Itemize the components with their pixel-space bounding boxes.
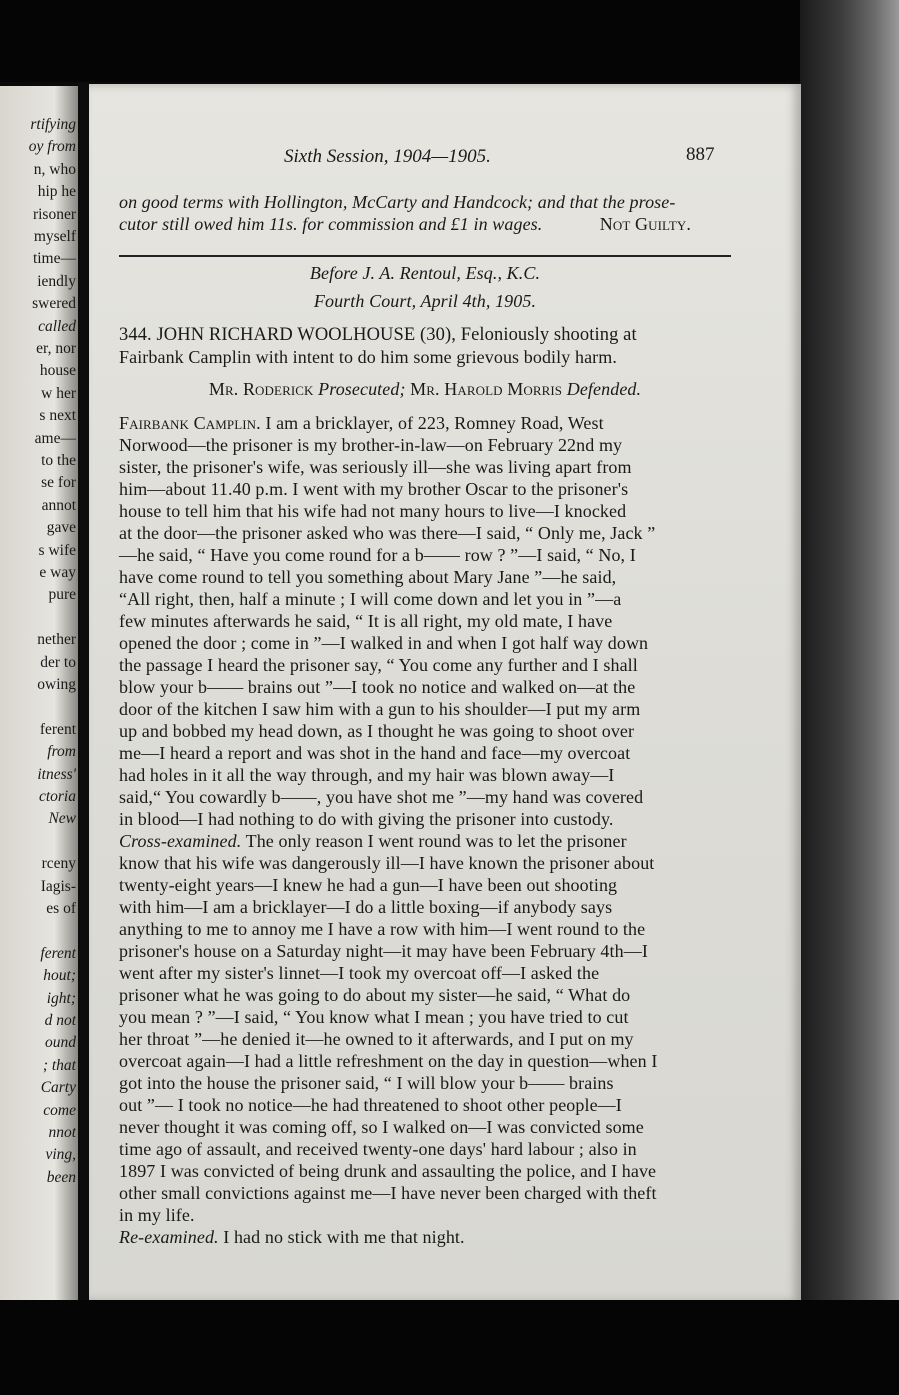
cross-examined-label: Cross-examined. [119,831,242,851]
left-page-fragment: called [38,317,76,335]
re-examined-text: I had no stick with me that night. [218,1227,465,1247]
left-page-fragment: e way [39,564,76,581]
cross-examination-line: twenty-eight years—I knew he had a gun—I have been out shooting [119,875,618,895]
cross-examination-line: out ”— I took no notice—he had threatened to shoot other people—I [119,1095,622,1115]
left-page-fragment: pure [48,586,76,604]
testimony-line: at the door—the prisoner asked who was there—I said, “ Only me, Jack ” [119,523,656,543]
left-page-fragment: ight; [46,989,76,1007]
cross-examination-line: prisoner's house on a Saturday night—it may have been February 4th—I [119,941,648,961]
section-rule [119,255,731,257]
testimony-line: Norwood—the prisoner is my brother-in-law—on February 22nd my [119,435,623,455]
left-page-fragment: ctoria [38,788,76,805]
cross-examination-line: overcoat again—I had a little refreshment on the day in question—when I [119,1051,658,1071]
cross-examination-line: prisoner what he was going to do about my sister—he said, “ What do [119,985,631,1005]
re-examined-label: Re-examined. [119,1227,219,1247]
left-page-fragment: d not [44,1012,76,1029]
cross-first-line [119,830,731,852]
page-number: 887 [686,144,715,165]
testimony-line: blow your b—— brains out ”—I took no notice and walked on—at the [119,677,636,697]
cross-examination-line: got into the house the prisoner said, “ I will blow your b—— brains [119,1073,614,1093]
counsel-line [119,378,731,400]
judge-line: Before J. A. Rentoul, Esq., K.C. [309,263,541,283]
left-page-fragment: ving, [45,1146,76,1164]
left-page-fragment: time— [32,250,76,268]
testimony-line: up and bobbed my head down, as I thought he was going to shoot over [119,721,635,741]
left-page-fragment: rtifying [30,116,76,133]
scan-border-bottom [0,1300,899,1395]
page-887 [89,84,801,1302]
left-page-fragment: Iagis- [40,877,76,895]
left-page-fragment: ferent [39,720,76,738]
testimony-line: opened the door ; come in ”—I walked in and when I got half way down [119,633,649,653]
left-page-fragment: es of [46,900,76,917]
cross-examination-line: her throat ”—he denied it—he owned to it afterwards, and I put on my [119,1029,634,1049]
left-page-fragment: to the [41,452,76,469]
cross-first-text: The only reason I went round was to let the prisoner [241,831,627,851]
left-page-fragment: hout; [43,967,76,985]
left-page-fragment: rceny [41,855,76,873]
verdict: Not Guilty. [599,214,691,234]
left-page-fragment: iendly [37,272,76,290]
cross-examination-line: in my life. [119,1205,195,1225]
left-page-fragment: annot [41,496,76,514]
left-page-fragment: swered [32,295,76,313]
defence-role: Defended. [566,379,642,399]
left-page-fragment: been [46,1168,76,1186]
left-page-fragment: s next [39,407,76,425]
left-page-fragment: myself [33,228,76,245]
running-title: Sixth Session, 1904—1905. [284,146,491,167]
left-page-fragment: Carty [40,1079,76,1097]
left-page-fragment: se for [41,474,76,492]
testimony-line: him—about 11.40 p.m. I went with my brother Oscar to the prisoner's [119,479,629,499]
testimony-first-text: I am a bricklayer, of 223, Romney Road, West [260,413,604,433]
testimony-line: sister, the prisoner's wife, was seriously ill—she was living apart from [119,457,632,477]
left-page-fragment: ound [45,1034,76,1052]
re-examined-line [119,1226,731,1248]
left-page-fragment: w her [41,384,76,402]
left-page-fragment: ; that [42,1056,76,1074]
testimony-line: “All right, then, half a minute ; I will come down and let you in ”—a [119,589,622,609]
testimony-line: few minutes afterwards he said, “ It is all right, my old mate, I have [119,611,613,631]
left-page-fragment: New [48,810,76,828]
cross-examination-line: other small convictions against me—I have never been charged with theft [119,1183,657,1203]
left-page-fragment: itness' [37,765,76,783]
prior-case-line-1: on good terms with Hollington, McCarty and Handcock; and that the prose- [119,192,676,212]
running-header [89,146,801,172]
left-page-fragment: hip he [37,183,76,201]
scan-border-top [0,0,899,82]
testimony-line: —he said, “ Have you come round for a b—— row ? ”—I said, “ No, I [119,545,636,565]
left-page-fragment: nether [37,631,76,649]
testimony-line: me—I heard a report and was shot in the hand and face—my overcoat [119,743,631,763]
left-page-fragment: from [47,743,76,761]
testimony-line: in blood—I had nothing to do with giving the prisoner into custody. [119,809,614,829]
cross-examination-line: never thought it was coming off, so I walked on—I was convicted some [119,1117,644,1137]
court-date-line: Fourth Court, April 4th, 1905. [313,291,537,311]
testimony-line: had holes in it all the way through, and my hair was blown away—I [119,765,615,785]
testimony-line: door of the kitchen I saw him with a gun to his shoulder—I put my arm [119,699,641,719]
cross-examination-line: anything to me to annoy me I have a row with him—I went round to the [119,919,646,939]
defence-counsel: Mr. Harold Morris [410,379,563,399]
left-page-fragment: n, who [33,160,76,178]
left-page-fragment: ame— [34,429,76,447]
left-page-fragment: nnot [48,1124,76,1141]
left-page-fragment: risoner [32,205,76,223]
left-page-fragment: der to [40,653,76,671]
left-page-fragment: house [39,362,76,380]
cross-examination-line: with him—I am a bricklayer—I do a little boxing—if anybody says [119,897,613,917]
left-page-edge [0,86,78,1301]
testimony-first-line [119,412,731,434]
cross-examination-line: 1897 I was convicted of being drunk and assaulting the police, and I have [119,1161,657,1181]
left-page-fragment: come [43,1101,76,1119]
testimony-line: have come round to tell you something about Mary Jane ”—he said, [119,567,617,587]
cross-examination-line: know that his wife was dangerously ill—I have known the prisoner about [119,853,655,873]
left-page-fragment: owing [37,676,76,693]
case-heading-line-1: 344. JOHN RICHARD WOOLHOUSE (30), Feloniously shooting at [119,325,637,345]
witness-name: Fairbank Camplin. [119,413,261,433]
left-page-fragment: gave [46,519,76,537]
scan-border-right [800,0,899,1395]
prosecution-counsel: Mr. Roderick [208,379,314,399]
left-page-fragment: ferent [40,944,76,962]
cross-examination-line: time ago of assault, and received twenty-one days' hard labour ; also in [119,1139,637,1159]
prosecution-role: Prosecuted; [318,379,406,399]
case-heading-line-2: Fairbank Camplin with intent to do him some grievous bodily harm. [119,347,617,367]
testimony-line: house to tell him that his wife had not many hours to live—I knocked [119,501,627,521]
left-page-fragment: s wife [38,541,76,559]
prior-case-text: cutor still owed him 11s. for commission and £1 in wages. [119,214,543,234]
testimony-line: the passage I heard the prisoner say, “ You come any further and I shall [119,655,638,675]
left-page-fragment: er, nor [36,340,76,357]
testimony-line: said,“ You cowardly b——, you have shot me ”—my hand was covered [119,787,644,807]
left-page-fragment: oy from [28,138,76,156]
cross-examination-line: went after my sister's linnet—I took my overcoat off—I asked the [119,963,600,983]
prior-case-line-2 [119,213,731,235]
cross-examination-line: you mean ? ”—I said, “ You know what I mean ; you have tried to cut [119,1007,629,1027]
